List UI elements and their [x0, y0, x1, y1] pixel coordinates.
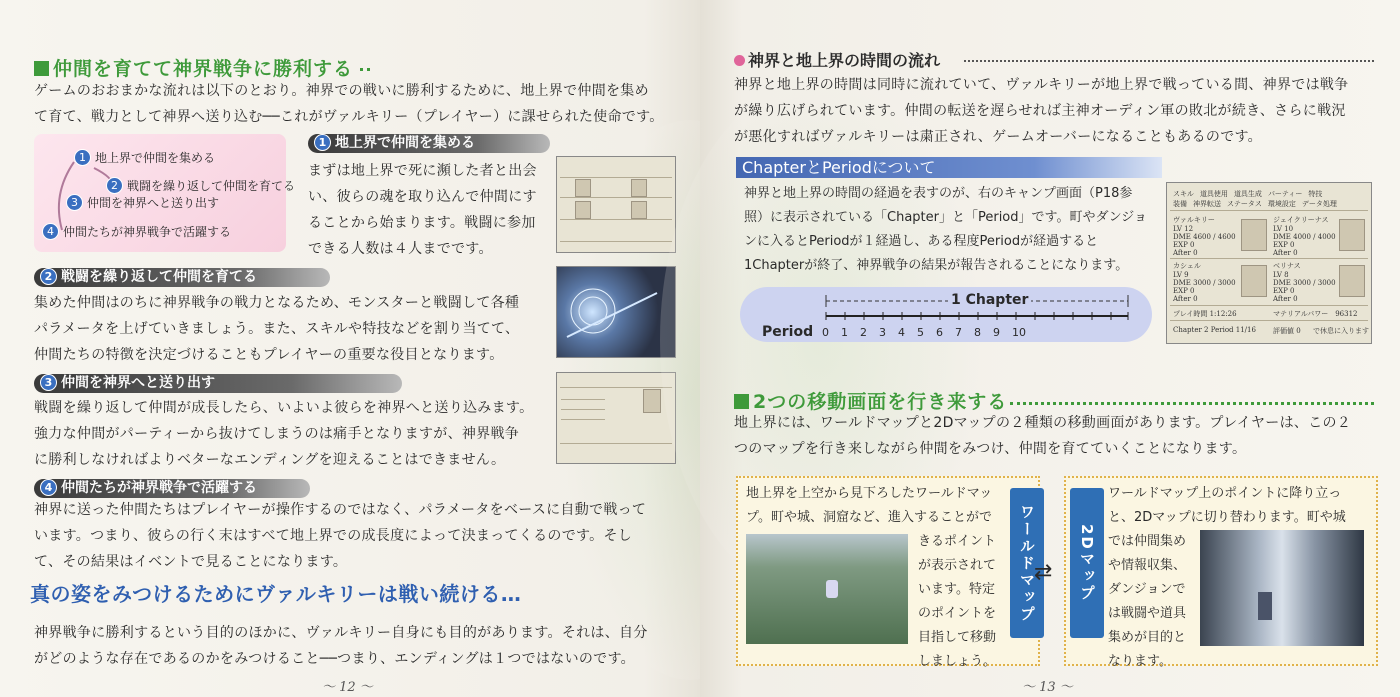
step-number: 4	[40, 479, 57, 496]
body-line: が表示されて	[918, 558, 997, 573]
square-bullet-icon	[34, 61, 49, 76]
world-map-screenshot	[746, 534, 908, 644]
section-2-title	[34, 268, 330, 287]
step-number: 3	[66, 194, 83, 211]
stat-label: LV	[1173, 271, 1182, 279]
stat-value: 4000 / 4000	[1293, 233, 1336, 241]
tick-label: 6	[936, 326, 943, 339]
tick-label: 4	[898, 326, 905, 339]
character-portrait-icon	[1241, 265, 1267, 297]
valkyrie-sprite-icon	[1258, 592, 1272, 620]
body-line: 地上界には、ワールドマップと2Dマップの２種類の移動画面があります。プレイヤーは、この２	[734, 415, 1352, 431]
tick-label: 7	[955, 326, 962, 339]
char-name: ベリナス	[1273, 262, 1301, 270]
stat-value: 0	[1190, 241, 1195, 249]
stat-value: 3000 / 3000	[1293, 279, 1336, 287]
chapter-period-readout: Chapter 2 Period 11/16	[1173, 326, 1256, 334]
step-number: 3	[40, 374, 57, 391]
stat-label: After	[1173, 249, 1191, 257]
step-number: 2	[40, 268, 57, 285]
closing-paragraph	[34, 620, 684, 672]
stat-label: EXP	[1173, 287, 1188, 295]
body-line: 集めが目的と	[1108, 630, 1187, 645]
square-bullet-icon	[734, 394, 749, 409]
2d-map-screenshot	[1200, 530, 1364, 646]
stat-label: DME	[1273, 233, 1291, 241]
body-line: と、2Dマップに切り替わります。町や城	[1108, 510, 1346, 525]
stat-value: 9	[1184, 271, 1189, 279]
body-line: い、彼らの魂を取り込んで仲間にす	[308, 189, 537, 205]
tick-label: 8	[974, 326, 981, 339]
page-number-left: ～ 12 ～	[322, 680, 373, 695]
camp-menu-item: パーティー	[1267, 190, 1303, 198]
stat-value: 0	[1190, 287, 1195, 295]
step-number: 1	[314, 134, 331, 151]
left-heading	[34, 54, 353, 81]
stat-value: 0	[1293, 295, 1298, 303]
stat-value: 0	[1290, 241, 1295, 249]
body-line: ワールドマップ上のポイントに降り立っ	[1108, 486, 1342, 501]
body-line: プ。町や城、洞窟など、進入することがで	[746, 510, 992, 525]
camp-menu-top	[1173, 189, 1322, 199]
body-line: では仲間集め	[1108, 534, 1187, 549]
stat-label: LV	[1173, 225, 1182, 233]
body-line: ダンジョンで	[1108, 582, 1186, 597]
section-4-body	[34, 497, 684, 575]
tick-label: 3	[879, 326, 886, 339]
flow-step-label: 仲間たちが神界戦争で活躍する	[63, 225, 232, 239]
stat-label: EXP	[1273, 287, 1288, 295]
2d-map-text-side	[1108, 530, 1186, 674]
body-line: ることから始まります。戦闘に参加	[308, 215, 536, 231]
stat-value: 0	[1193, 295, 1198, 303]
character-portrait-icon	[1241, 219, 1267, 251]
period-ticks	[822, 326, 1031, 339]
section-4-title	[34, 479, 310, 498]
stat-value: 4600 / 4600	[1193, 233, 1236, 241]
chapter-paragraph	[744, 182, 1156, 278]
section-1-title	[308, 134, 550, 153]
materialize-points: マテリアルパワー 96312	[1273, 310, 1358, 318]
heading-dots	[1010, 402, 1374, 405]
stat-value: 0	[1293, 249, 1298, 257]
body-line: パラメータを上げていきましょう。また、スキルや特技などを割り当てて、	[34, 321, 520, 337]
tick-label: 1	[841, 326, 848, 339]
camp-menu-item: 神界転送	[1193, 200, 1221, 208]
period-label: Period	[762, 324, 814, 340]
body-line: なります。	[1108, 654, 1172, 669]
flow-step-label: 仲間を神界へと送り出す	[87, 196, 220, 210]
body-line: います。特定	[918, 582, 995, 597]
body-line: 地上界を上空から見下ろしたワールドマッ	[746, 486, 993, 501]
body-line: のポイントを	[918, 606, 997, 621]
body-line: できる人数は４人までです。	[308, 241, 493, 257]
flow-step	[42, 223, 231, 240]
camp-menu-item: スキル	[1173, 190, 1194, 198]
body-line: 神界と地上界の時間は同時に流れていて、ヴァルキリーが地上界で戦っている間、神界では戦争	[734, 77, 1349, 93]
body-line: 仲間たちの特徴を決定づけることもプレイヤーの重要な役目となります。	[34, 347, 504, 363]
chapter-heading: ChapterとPeriodについて	[736, 157, 1162, 178]
flow-diagram	[34, 134, 296, 252]
2d-map-tab: 2Dマップ	[1070, 488, 1104, 638]
body-line: て、その結果はイベントで見ることになります。	[34, 554, 348, 570]
pink-bullet-icon	[734, 55, 745, 66]
flow-step-label: 戦闘を繰り返して仲間を育てる	[127, 179, 296, 193]
character-portrait-icon	[631, 179, 647, 197]
section-title-text: 仲間を神界へと送り出す	[61, 375, 215, 391]
stat-value: 3000 / 3000	[1193, 279, 1236, 287]
stat-label: LV	[1273, 271, 1282, 279]
char-name: ジェイクリーナス	[1273, 216, 1329, 224]
stat-value: 12	[1184, 225, 1194, 233]
heading-dots	[964, 60, 1374, 62]
rest-hint: で休息に入ります	[1313, 327, 1369, 335]
screenshot-transfer	[556, 372, 676, 464]
section-title-text: 戦闘を繰り返して仲間を育てる	[61, 269, 257, 285]
camp-menu-bottom	[1173, 199, 1337, 209]
world-map-text-top	[746, 482, 992, 530]
section-title-text: 仲間たちが神界戦争で活躍する	[61, 480, 257, 496]
world-map-tab: ワールドマップ	[1010, 488, 1044, 638]
time-heading	[734, 48, 940, 71]
body-line: が悪化すればヴァルキリーは粛正され、ゲームオーバーになることもあるのです。	[734, 129, 1262, 145]
body-line: ンに入るとPeriodが１経過し、ある程度Periodが経過すると	[744, 234, 1099, 249]
stat-label: After	[1273, 249, 1291, 257]
tick-label: 9	[993, 326, 1000, 339]
char-stats	[1273, 225, 1336, 257]
character-portrait-icon	[575, 201, 591, 219]
screenshot-party	[556, 156, 676, 253]
flow-step-label: 地上界で仲間を集める	[95, 151, 216, 165]
body-line: 神界に送った仲間たちはプレイヤーが操作するのではなく、パラメータをベースに自動で戦って	[34, 502, 647, 518]
char-stats	[1173, 225, 1236, 257]
stat-label: EXP	[1173, 241, 1188, 249]
body-line: や情報収集、	[1108, 558, 1187, 573]
body-line: 目指して移動	[918, 630, 997, 645]
intro-paragraph	[34, 78, 674, 130]
camp-menu-item: ステータス	[1227, 200, 1262, 208]
camp-menu-item: 装備	[1173, 200, 1187, 208]
move-paragraph	[734, 410, 1384, 462]
camp-menu-item: 特技	[1308, 190, 1323, 198]
character-portrait-icon	[575, 179, 591, 197]
stat-value: 0	[1193, 249, 1198, 257]
step-number: 2	[106, 177, 123, 194]
evaluation-value: 評価値 0	[1273, 327, 1301, 335]
battle-effect-icon	[557, 267, 675, 357]
stat-label: After	[1173, 295, 1191, 303]
character-portrait-icon	[631, 201, 647, 219]
left-heading-text: 仲間を育てて神界戦争に勝利する	[53, 58, 354, 80]
body-line: が繰り広げられています。仲間の転送を遅らせれば主神オーディン軍の敗北が続き、さらに戦況	[734, 103, 1346, 119]
tick-label: 2	[860, 326, 867, 339]
character-portrait-icon	[1339, 265, 1365, 297]
step-number: 4	[42, 223, 59, 240]
flow-step	[74, 149, 215, 166]
section-1-body	[308, 158, 553, 262]
tick-label: 0	[822, 326, 829, 339]
subheading: 真の姿をみつけるためにヴァルキリーは戦い続ける…	[30, 582, 522, 606]
stat-label: After	[1273, 295, 1291, 303]
char-stats	[1173, 271, 1236, 303]
section-2-body	[34, 290, 554, 368]
body-line: まずは地上界で死に瀕した者と出会	[308, 163, 537, 179]
screenshot-battle	[556, 266, 676, 358]
body-line: 1Chapterが終了、神界戦争の結果が報告されることになります。	[744, 258, 1129, 273]
section-title-text: 地上界で仲間を集める	[335, 135, 475, 151]
char-name: ヴァルキリー	[1173, 216, 1215, 224]
camp-menu-item: データ処理	[1301, 200, 1337, 208]
play-time: プレイ時間 1:12:26	[1173, 310, 1237, 318]
stat-label: EXP	[1273, 241, 1288, 249]
char-name: カシェル	[1173, 262, 1201, 270]
step-number: 1	[74, 149, 91, 166]
character-portrait-icon	[1339, 219, 1365, 251]
world-map-text-side	[918, 530, 996, 674]
stat-value: 0	[1290, 287, 1295, 295]
stat-value: 10	[1284, 225, 1294, 233]
stat-label: DME	[1273, 279, 1291, 287]
intro-line: ゲームのおおまかな流れは以下のとおり。神界での戦いに勝利するために、地上界で仲間を集め	[34, 83, 649, 99]
section-3-title	[34, 374, 402, 393]
body-line: 強力な仲間がパーティーから抜けてしまうのは痛手となりますが、神界戦争	[34, 426, 520, 442]
body-line: は戦闘や道具	[1108, 606, 1187, 621]
intro-line: て育て、戦力として神界へ送り込む──これがヴァルキリー（プレイヤー）に課せられた使命です。	[34, 109, 664, 125]
section-3-body	[34, 395, 554, 473]
body-line: 神界と地上界の時間の経過を表すのが、右のキャンプ画面（P18参	[744, 186, 1133, 201]
time-paragraph	[734, 72, 1384, 150]
flow-step	[66, 194, 219, 211]
chapter-label: 1 Chapter	[948, 292, 1031, 308]
flow-step	[106, 177, 295, 194]
tick-label: 5	[917, 326, 924, 339]
stat-value: 8	[1284, 271, 1289, 279]
closing-line: 神界戦争に勝利するという目的のほかに、ヴァルキリー自身にも目的があります。それは、自分	[34, 625, 648, 641]
body-line: 戦闘を繰り返して仲間が成長したら、いよいよ彼らを神界へと送り込みます。	[34, 400, 534, 416]
camp-menu-item: 道具使用	[1199, 190, 1228, 198]
body-line: つのマップを行き来しながら仲間をみつけ、仲間を育てていくことになります。	[734, 441, 1247, 457]
closing-line: がどのような存在であるのかをみつけること──つまり、エンディングは１つではないのです。	[34, 651, 635, 667]
camp-menu-item: 道具生成	[1233, 190, 1262, 198]
stat-label: LV	[1273, 225, 1282, 233]
stat-label: DME	[1173, 233, 1191, 241]
character-portrait-icon	[643, 389, 661, 413]
heading-dots	[360, 68, 370, 71]
body-line: 照）に表示されている「Chapter」と「Period」です。町やダンジョ	[744, 210, 1148, 225]
swap-arrow-icon: ⇄	[1034, 560, 1053, 585]
body-line: 集めた仲間はのちに神界戦争の戦力となるため、モンスターと戦闘して各種	[34, 295, 520, 311]
camp-menu-item: 環境設定	[1267, 200, 1296, 208]
move-heading-text: 2つの移動画面を行き来する	[753, 391, 1008, 413]
page-number-right: ～ 13 ～	[1022, 680, 1073, 695]
body-line: しましょう。	[918, 654, 997, 669]
tick-label: 10	[1012, 326, 1026, 339]
body-line: きるポイント	[918, 534, 997, 549]
char-stats	[1273, 271, 1336, 303]
body-line: に勝利しなければよりベターなエンディングを迎えることはできません。	[34, 452, 506, 468]
time-heading-text: 神界と地上界の時間の流れ	[748, 51, 941, 70]
2d-map-text-top	[1108, 482, 1346, 530]
body-line: います。つまり、彼らの行く末はすべて地上界での成長度によって決まってくるのです。そし	[34, 528, 633, 544]
valkyrie-sprite-icon	[826, 580, 838, 598]
camp-screen	[1166, 182, 1372, 344]
stat-label: DME	[1173, 279, 1191, 287]
